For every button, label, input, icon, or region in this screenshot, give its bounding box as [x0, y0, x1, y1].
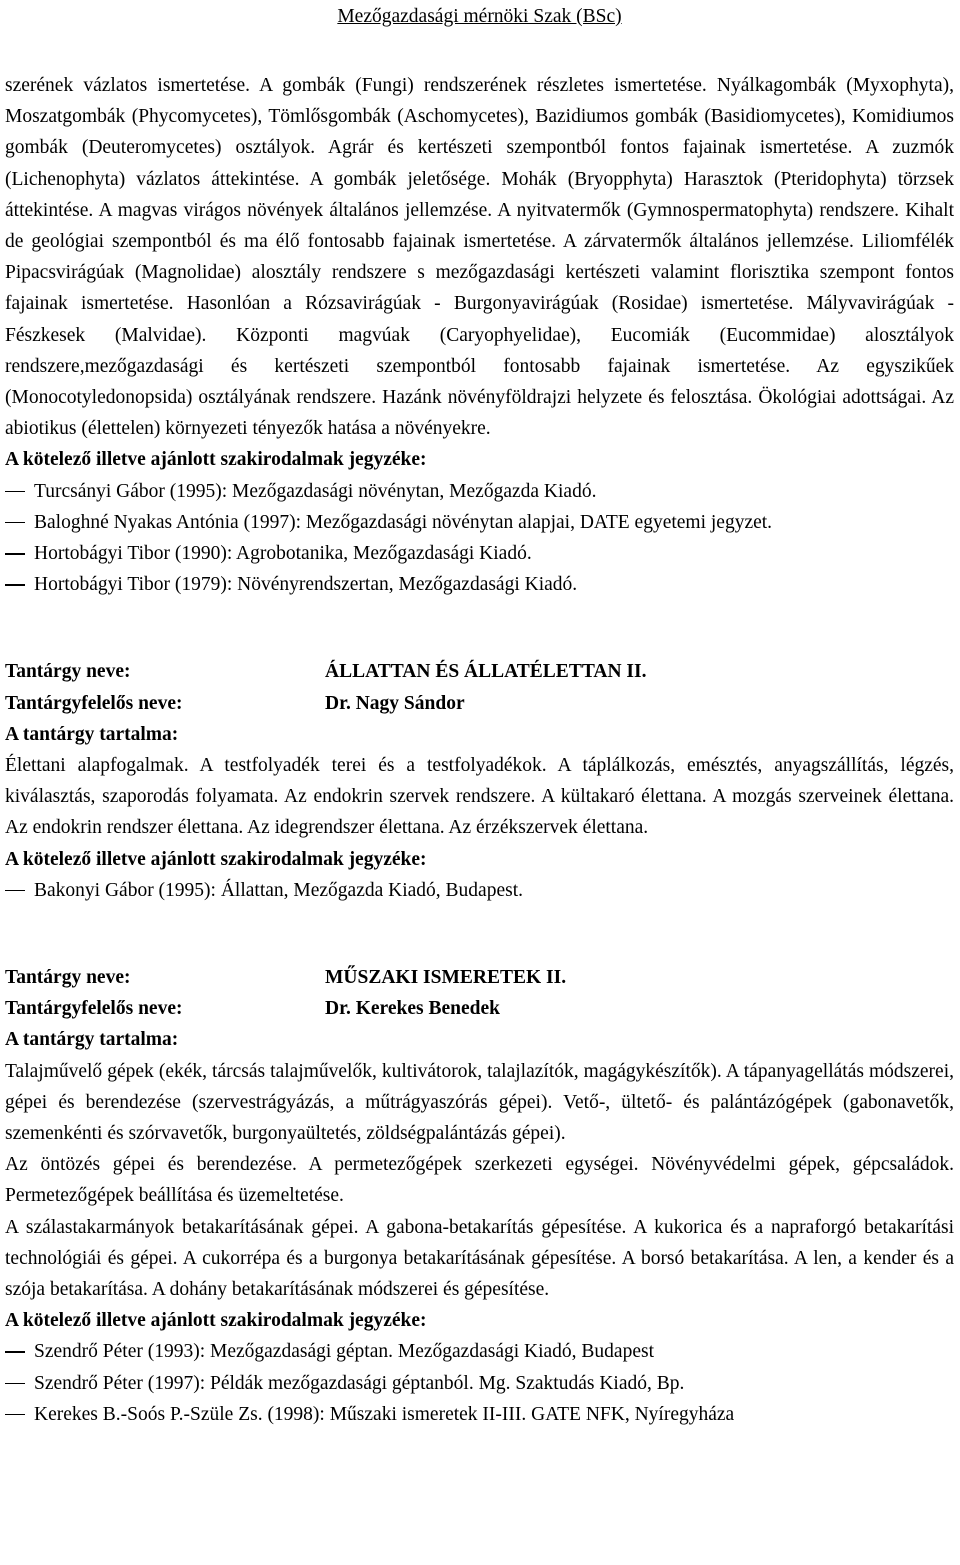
course-name: MŰSZAKI ISMERETEK II.: [325, 967, 567, 989]
course-owner-label: Tantárgyfelelős neve:: [5, 998, 183, 1020]
page-header: Mezőgazdasági mérnöki Szak (BSc): [337, 6, 622, 27]
literature-list: [5, 476, 954, 601]
course-muszaki: [5, 962, 954, 1430]
course-content-label: A tantárgy tartalma:: [5, 1029, 179, 1051]
course-content-paragraph: Talajművelő gépek (ekék, tárcsás talajművelők, kultivátorok, talajlazítók, magágykészítők). A tápanyagellátás módszerei, gépei és berendezése (szervestrágyázás, a műtrágyaszórás gépei). Vető-, ültető- és palántázógépek (gabonavetők, szemenkénti és szórvavetők, burgonyaültetés, zöldségpalántázás gépei).: [5, 1060, 954, 1144]
literature-item: Hortobágyi Tibor (1979): Növényrendszertan, Mezőgazdasági Kiadó.: [5, 569, 954, 600]
course-name-row: [5, 656, 954, 687]
course-owner-label: Tantárgyfelelős neve:: [5, 692, 183, 714]
literature-item: Kerekes B.-Soós P.-Szüle Zs. (1998): Műszaki ismeretek II-III. GATE NFK, Nyíregyháza: [5, 1399, 954, 1430]
literature-heading: A kötelező illetve ajánlott szakirodalmak jegyzéke:: [5, 1310, 427, 1332]
literature-list: [5, 875, 954, 906]
course-content-row: [5, 719, 954, 750]
course-owner-row: [5, 993, 954, 1024]
course-content-row: [5, 1024, 954, 1055]
course-owner-row: [5, 688, 954, 719]
course-name-row: [5, 962, 954, 993]
course-name-label: Tantárgy neve:: [5, 661, 131, 683]
course-owner: Dr. Kerekes Benedek: [325, 998, 500, 1020]
course-content-paragraph: A szálastakarmányok betakarításának gépei. A gabona-betakarítás gépesítése. A kukorica és a napraforgó betakarítási technológiái és gépei. A cukorrépa és a burgonya betakarításának gépesítése. A borsó betakarítása. A len, a kender és a szója betakarítása. A dohány betakarításának módszerei és gépesítése.: [5, 1216, 954, 1301]
course-content-paragraph: Az öntözés gépei és berendezése. A permetezőgépek szerkezeti egységei. Növényvédelmi gépek, gépcsaládok. Permetezőgépek beállítása és üzemeltetése.: [5, 1154, 954, 1207]
course-owner: Dr. Nagy Sándor: [325, 692, 465, 714]
course-name: ÁLLATTAN ÉS ÁLLATÉLETTAN II.: [325, 661, 647, 683]
literature-item: Bakonyi Gábor (1995): Állattan, Mezőgazda Kiadó, Budapest.: [5, 875, 954, 906]
course-allattan: [5, 656, 954, 906]
literature-item: Hortobágyi Tibor (1990): Agrobotanika, Mezőgazdasági Kiadó.: [5, 538, 954, 569]
literature-heading: A kötelező illetve ajánlott szakirodalmak jegyzéke:: [5, 449, 427, 471]
literature-item: Szendrő Péter (1997): Példák mezőgazdasági géptanból. Mg. Szaktudás Kiadó, Bp.: [5, 1368, 954, 1399]
document-page: [5, 0, 954, 1430]
intro-paragraph: szerének vázlatos ismertetése. A gombák (Fungi) rendszerének részletes ismertetése. Nyálkagombák (Myxophyta), Moszatgombák (Phycomycetes), Tömlősgombák (Aschomycetes), Bazidiumos gombák (Basidiomycetes), Komidiumos gombák (Deuteromycetes) osztályok. Agrár és kertészeti szempontból fontos fajainak ismertetése. A zuzmók (Lichenophyta) vázlatos áttekintése. A gombák jeletősége. Mohák (Bryopphyta) Harasztok (Pteridophyta) törzsek áttekintése. A magvas virágos növények általános jellemzése. A nyitvatermők (Gymnospermatophyta) rendszere. Kihalt de geológiai szempontból és ma élő fontosabb fajainak ismertetése. A zárvatermők általános jellemzése. Liliomfélék Pipacsvirágúak (Magnolidae) alosztály rendszere s mezőgazdasági kertészeti valamint florisztika szempont fontos fajainak ismertetése. Hasonlóan a Rózsavirágúak - Burgonyavirágúak (Rosidae) ismertetése. Mályvavirágúak - Fészkesek (Malvidae). Központi magvúak (Caryophyelidae), Eucomiák (Eucommidae) alosztályok rendszere,mezőgazdasági és kertészeti szempontból fontosabb fajainak ismertetése. Az egyszikűek (Monocotyledonopsida) osztályának rendszere. Hazánk növényföldrajzi helyzete és felosztása. Ökológiai adottságai. Az abiotikus (élettelen) környezeti tényezők hatása a növényekre.: [5, 75, 954, 440]
literature-heading: A kötelező illetve ajánlott szakirodalmak jegyzéke:: [5, 848, 427, 870]
literature-list: [5, 1336, 954, 1430]
course-name-label: Tantárgy neve:: [5, 967, 131, 989]
course-content-label: A tantárgy tartalma:: [5, 723, 179, 745]
course-content-paragraph: Élettani alapfogalmak. A testfolyadék terei és a testfolyadékok. A táplálkozás, emésztés, anyagszállítás, légzés, kiválasztás, szaporodás folyamata. Az endokrin szervek rendszere. A kültakaró élettana. A mozgás szerveinek élettana. Az endokrin rendszer élettana. Az idegrendszer élettana. Az érzékszervek élettana.: [5, 755, 954, 839]
literature-item: Baloghné Nyakas Antónia (1997): Mezőgazdasági növénytan alapjai, DATE egyetemi jegyzet.: [5, 507, 954, 538]
literature-item: Turcsányi Gábor (1995): Mezőgazdasági növénytan, Mezőgazda Kiadó.: [5, 476, 954, 507]
intro-section: [5, 70, 954, 600]
literature-item: Szendrő Péter (1993): Mezőgazdasági géptan. Mezőgazdasági Kiadó, Budapest: [5, 1336, 954, 1367]
